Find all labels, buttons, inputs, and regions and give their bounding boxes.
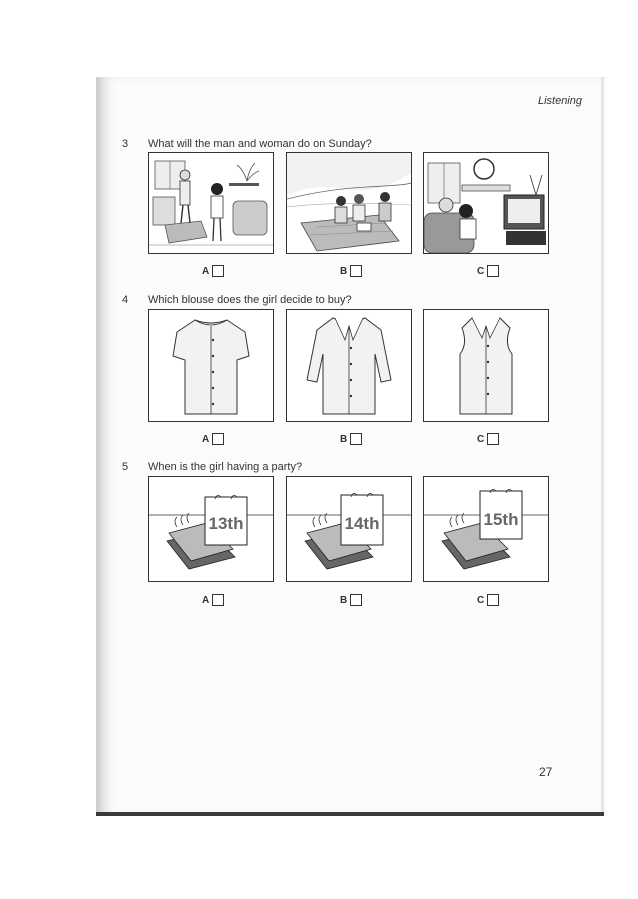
answer-checkbox[interactable] (350, 594, 362, 606)
option-picture-short-sleeve-blouse[interactable] (148, 309, 274, 422)
answer-checkbox[interactable] (487, 594, 499, 606)
answer-option-b[interactable] (340, 433, 362, 445)
option-picture-calendar-15th[interactable] (423, 476, 549, 582)
option-letter: A (202, 265, 210, 277)
page-number: 27 (539, 765, 553, 779)
answer-option-a[interactable] (202, 265, 224, 277)
answer-checkbox[interactable] (212, 594, 224, 606)
option-picture-watching-tv[interactable] (423, 152, 549, 254)
answer-checkbox[interactable] (350, 265, 362, 277)
calendar-icon (287, 477, 411, 581)
question-number: 3 (122, 138, 129, 150)
calendar-icon (424, 477, 548, 581)
answer-checkbox[interactable] (487, 265, 499, 277)
living-room-picture (149, 153, 273, 253)
sleeveless-blouse-picture (424, 310, 548, 421)
question-number: 5 (122, 461, 129, 473)
option-picture-calendar-13th[interactable] (148, 476, 274, 582)
answer-option-c[interactable] (477, 433, 499, 445)
option-letter: C (477, 433, 485, 445)
answer-option-b[interactable] (340, 594, 362, 606)
option-picture-beach-picnic[interactable] (286, 152, 412, 254)
answer-checkbox[interactable] (212, 433, 224, 445)
answer-checkbox[interactable] (350, 433, 362, 445)
option-picture-calendar-14th[interactable] (286, 476, 412, 582)
option-letter: A (202, 433, 210, 445)
page-edge-bottom (96, 812, 604, 816)
calendar-date: 15th (483, 510, 519, 529)
calendar-icon (149, 477, 273, 581)
answer-checkbox[interactable] (212, 265, 224, 277)
calendar-date: 14th (344, 514, 380, 533)
option-letter: B (340, 265, 348, 277)
answer-checkbox[interactable] (487, 433, 499, 445)
scan-margin (0, 0, 96, 899)
answer-option-c[interactable] (477, 265, 499, 277)
calendar-date: 13th (208, 514, 244, 533)
question-text: Which blouse does the girl decide to buy? (148, 294, 352, 306)
short-sleeve-blouse-picture (149, 310, 273, 421)
question-text: What will the man and woman do on Sunday? (148, 138, 372, 150)
option-picture-living-room[interactable] (148, 152, 274, 254)
option-letter: A (202, 594, 210, 606)
collared-blouse-picture (287, 310, 411, 421)
option-picture-collared-blouse[interactable] (286, 309, 412, 422)
answer-option-a[interactable] (202, 433, 224, 445)
answer-option-c[interactable] (477, 594, 499, 606)
question-number: 4 (122, 294, 129, 306)
page-edge (601, 77, 604, 815)
option-letter: B (340, 433, 348, 445)
question-text: When is the girl having a party? (148, 461, 303, 473)
option-picture-sleeveless-blouse[interactable] (423, 309, 549, 422)
beach-picnic-picture (287, 153, 411, 253)
option-letter: C (477, 265, 485, 277)
option-letter: C (477, 594, 485, 606)
answer-option-b[interactable] (340, 265, 362, 277)
watching-tv-picture (424, 153, 548, 253)
answer-option-a[interactable] (202, 594, 224, 606)
option-letter: B (340, 594, 348, 606)
section-title: Listening (537, 95, 582, 107)
